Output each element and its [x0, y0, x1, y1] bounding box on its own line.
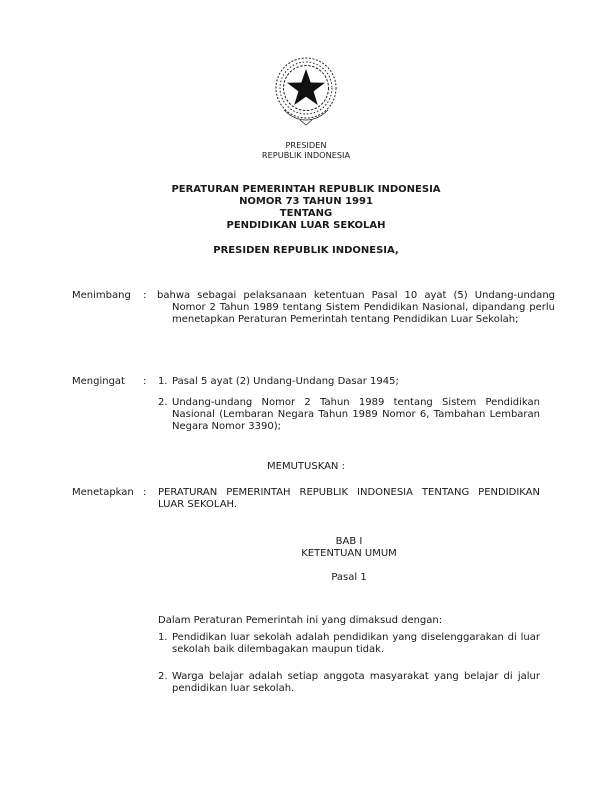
list-text: Pendidikan luar sekolah adalah pendidikan yang diselenggarakan di luar sekolah baik dilembagakan maupun tidak. — [172, 632, 540, 656]
chapter-number: BAB I — [335, 536, 363, 547]
list-text: Warga belajar adalah setiap anggota masyarakat yang belajar di jalur pendidikan luar sekolah. — [172, 671, 540, 695]
menimbang-label: Menimbang — [72, 290, 131, 301]
list-number: 2. — [158, 671, 168, 682]
menimbang-colon: : — [143, 290, 147, 301]
office-line-2: REPUBLIK INDONESIA — [261, 150, 351, 160]
memutuskan-heading: MEMUTUSKAN : — [267, 461, 345, 472]
list-number: 1. — [158, 632, 168, 643]
list-text: Pasal 5 ayat (2) Undang-Undang Dasar 1945; — [172, 376, 399, 387]
menetapkan-colon: : — [143, 487, 147, 498]
article-intro: Dalam Peraturan Pemerintah ini yang dimaksud dengan: — [158, 615, 443, 626]
office-line-1: PRESIDEN — [285, 140, 327, 150]
menimbang-text: bahwa sebagai pelaksanaan ketentuan Pasal 10 ayat (5) Undang-undang Nomor 2 Tahun 1989 tentang Sistem Pendidikan Nasional, dipandang perlu menetapkan Peraturan Pemerintah tentang Pendidikan Luar Sekolah; — [157, 290, 555, 326]
issuer-heading: PRESIDEN REPUBLIK INDONESIA, — [213, 245, 399, 256]
regulation-number: NOMOR 73 TAHUN 1991 — [239, 196, 373, 207]
definition-item-2 — [158, 671, 540, 695]
regulation-about: TENTANG — [279, 208, 333, 219]
list-number: 2. — [158, 397, 168, 408]
regulation-title: PERATURAN PEMERINTAH REPUBLIK INDONESIA — [171, 184, 441, 195]
presidential-emblem-icon — [270, 50, 342, 130]
article-title: Pasal 1 — [331, 572, 367, 583]
chapter-title: KETENTUAN UMUM — [301, 548, 397, 559]
menetapkan-text: PERATURAN PEMERINTAH REPUBLIK INDONESIA TENTANG PENDIDIKAN LUAR SEKOLAH. — [158, 487, 540, 511]
list-number: 1. — [158, 376, 168, 387]
mengingat-item-2 — [158, 397, 540, 434]
menetapkan-label: Menetapkan — [72, 487, 134, 498]
definition-item-1 — [158, 632, 540, 656]
mengingat-item-1 — [158, 376, 540, 388]
mengingat-label: Mengingat — [72, 376, 125, 387]
list-text: Undang-undang Nomor 2 Tahun 1989 tentang Sistem Pendidikan Nasional (Lembaran Negara Tahun 1989 Nomor 6, Tambahan Lembaran Negara Nomor 3390); — [172, 397, 540, 433]
regulation-subject: PENDIDIKAN LUAR SEKOLAH — [226, 220, 386, 231]
mengingat-colon: : — [143, 376, 147, 387]
